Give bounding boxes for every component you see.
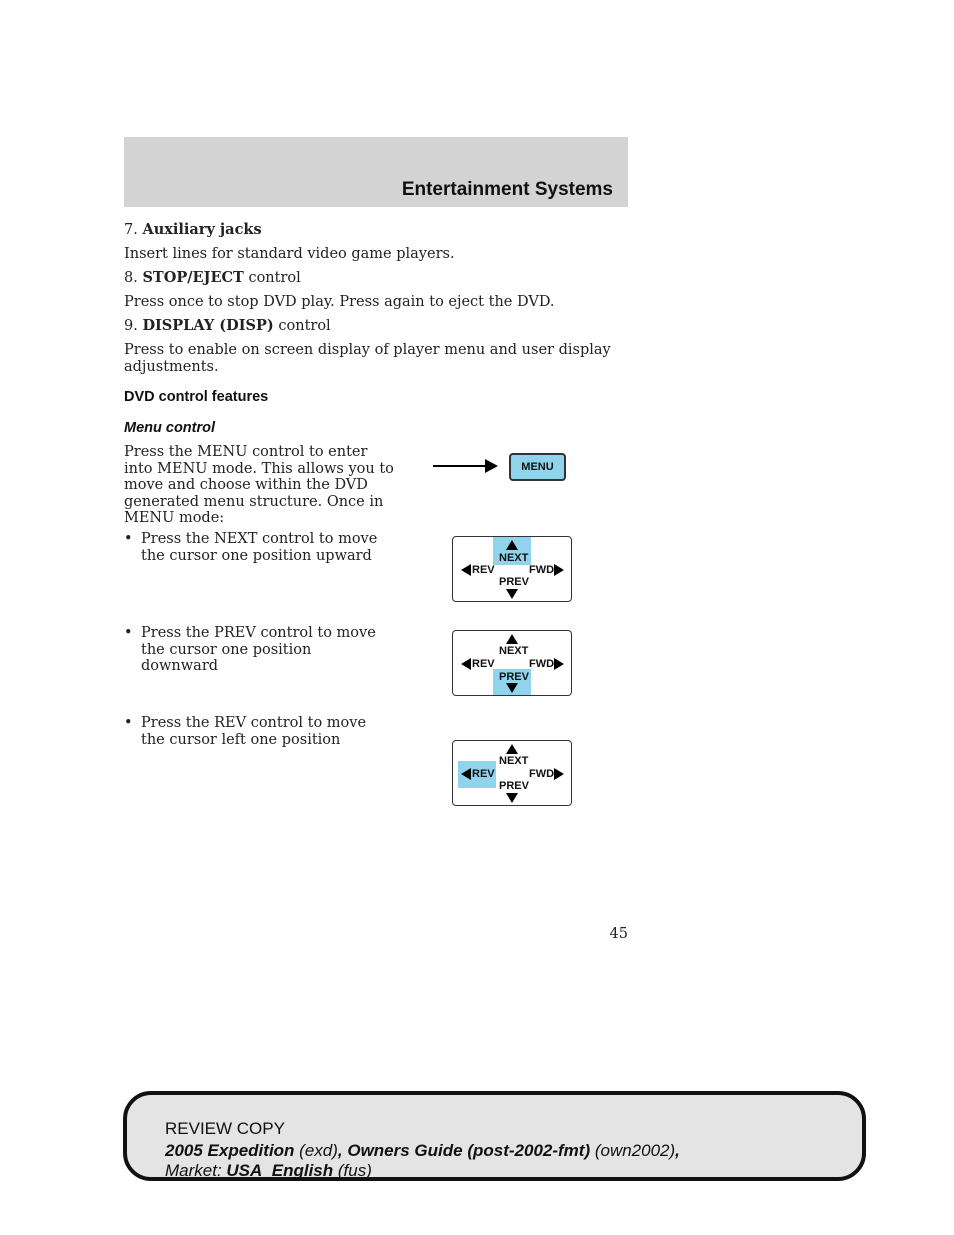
intro-paragraph	[124, 444, 394, 527]
down-arrow-icon	[506, 589, 518, 599]
footer-comma: ,	[675, 1141, 680, 1160]
footer-guide: , Owners Guide (post-2002-fmt)	[337, 1141, 591, 1160]
item-8-title: 8. STOP/EJECT control	[124, 269, 301, 286]
pad-label-next: NEXT	[499, 645, 529, 657]
left-arrow-icon	[461, 658, 471, 670]
bullet-line: the cursor left one position	[141, 731, 341, 748]
left-arrow-icon	[461, 768, 471, 780]
right-arrow-icon	[554, 564, 564, 576]
footer-guide-code: (own2002)	[590, 1141, 676, 1160]
item-9-description-line: Press to enable on screen display of player menu and user display	[124, 342, 611, 358]
left-arrow-icon	[461, 564, 471, 576]
item-9-description	[124, 342, 611, 375]
page-number: 45	[609, 926, 628, 942]
menu-control-subheading: Menu control	[124, 420, 216, 436]
dvd-control-heading: DVD control features	[124, 389, 269, 405]
down-arrow-icon	[506, 683, 518, 693]
bullet-dot: •	[124, 715, 133, 731]
footer-market-line	[165, 1161, 372, 1181]
right-arrow-icon	[554, 658, 564, 670]
bullet-line: Press the NEXT control to move	[141, 531, 378, 547]
item-8-description: Press once to stop DVD play. Press again to eject the DVD.	[124, 294, 555, 310]
bullet-dot: •	[124, 625, 133, 641]
section-title: Entertainment Systems	[401, 179, 613, 200]
item-9-title: 9. DISPLAY (DISP) control	[124, 317, 331, 334]
pad-label-fwd: FWD	[529, 768, 555, 780]
bullet-line: the cursor one position upward	[141, 547, 372, 564]
pad-label-rev: REV	[472, 564, 495, 576]
bullet-line: the cursor one position downward	[141, 641, 312, 674]
pad-label-next: NEXT	[499, 755, 529, 767]
footer-guide-line	[165, 1141, 680, 1161]
footer-market: USA_English	[226, 1161, 334, 1180]
intro-line: Press the MENU control to enter	[124, 444, 368, 460]
footer-market-label: Market:	[165, 1161, 227, 1180]
section-header-band	[124, 137, 628, 207]
pointer-arrow-line	[433, 465, 489, 467]
bullet-dot: •	[124, 531, 133, 547]
item-9-description-line: adjustments.	[124, 358, 219, 375]
item-7-title: 7. Auxiliary jacks	[124, 221, 262, 238]
footer-model-code: (exd)	[294, 1141, 338, 1160]
menu-button-illustration: MENU	[509, 453, 566, 481]
control-pad-prev-highlighted	[452, 630, 572, 696]
pad-label-fwd: FWD	[529, 658, 555, 670]
footer-review-copy: REVIEW COPY	[165, 1119, 285, 1138]
pad-label-prev: PREV	[499, 576, 529, 588]
review-copy-footer	[123, 1091, 866, 1181]
control-pad-next-highlighted	[452, 536, 572, 602]
pad-label-rev: REV	[472, 768, 495, 780]
pad-label-prev: PREV	[499, 671, 529, 683]
intro-line: move and choose within the DVD	[124, 477, 368, 493]
intro-line: generated menu structure. Once in	[124, 493, 384, 510]
up-arrow-icon	[506, 540, 518, 550]
control-pad-rev-highlighted	[452, 740, 572, 806]
bullet-line: Press the PREV control to move	[141, 625, 376, 641]
bullet-line: Press the REV control to move	[141, 715, 367, 731]
pad-label-prev: PREV	[499, 780, 529, 792]
right-arrow-icon	[554, 768, 564, 780]
footer-market-code: (fus)	[333, 1161, 372, 1180]
intro-line: into MENU mode. This allows you to	[124, 460, 394, 477]
pad-label-next: NEXT	[499, 552, 529, 564]
up-arrow-icon	[506, 634, 518, 644]
pad-label-rev: REV	[472, 658, 495, 670]
item-7-description: Insert lines for standard video game players.	[124, 246, 455, 262]
down-arrow-icon	[506, 793, 518, 803]
pad-label-fwd: FWD	[529, 564, 555, 576]
intro-line: MENU mode:	[124, 510, 225, 526]
arrow-right-icon	[485, 459, 498, 473]
up-arrow-icon	[506, 744, 518, 754]
footer-model: 2005 Expedition	[165, 1141, 295, 1160]
